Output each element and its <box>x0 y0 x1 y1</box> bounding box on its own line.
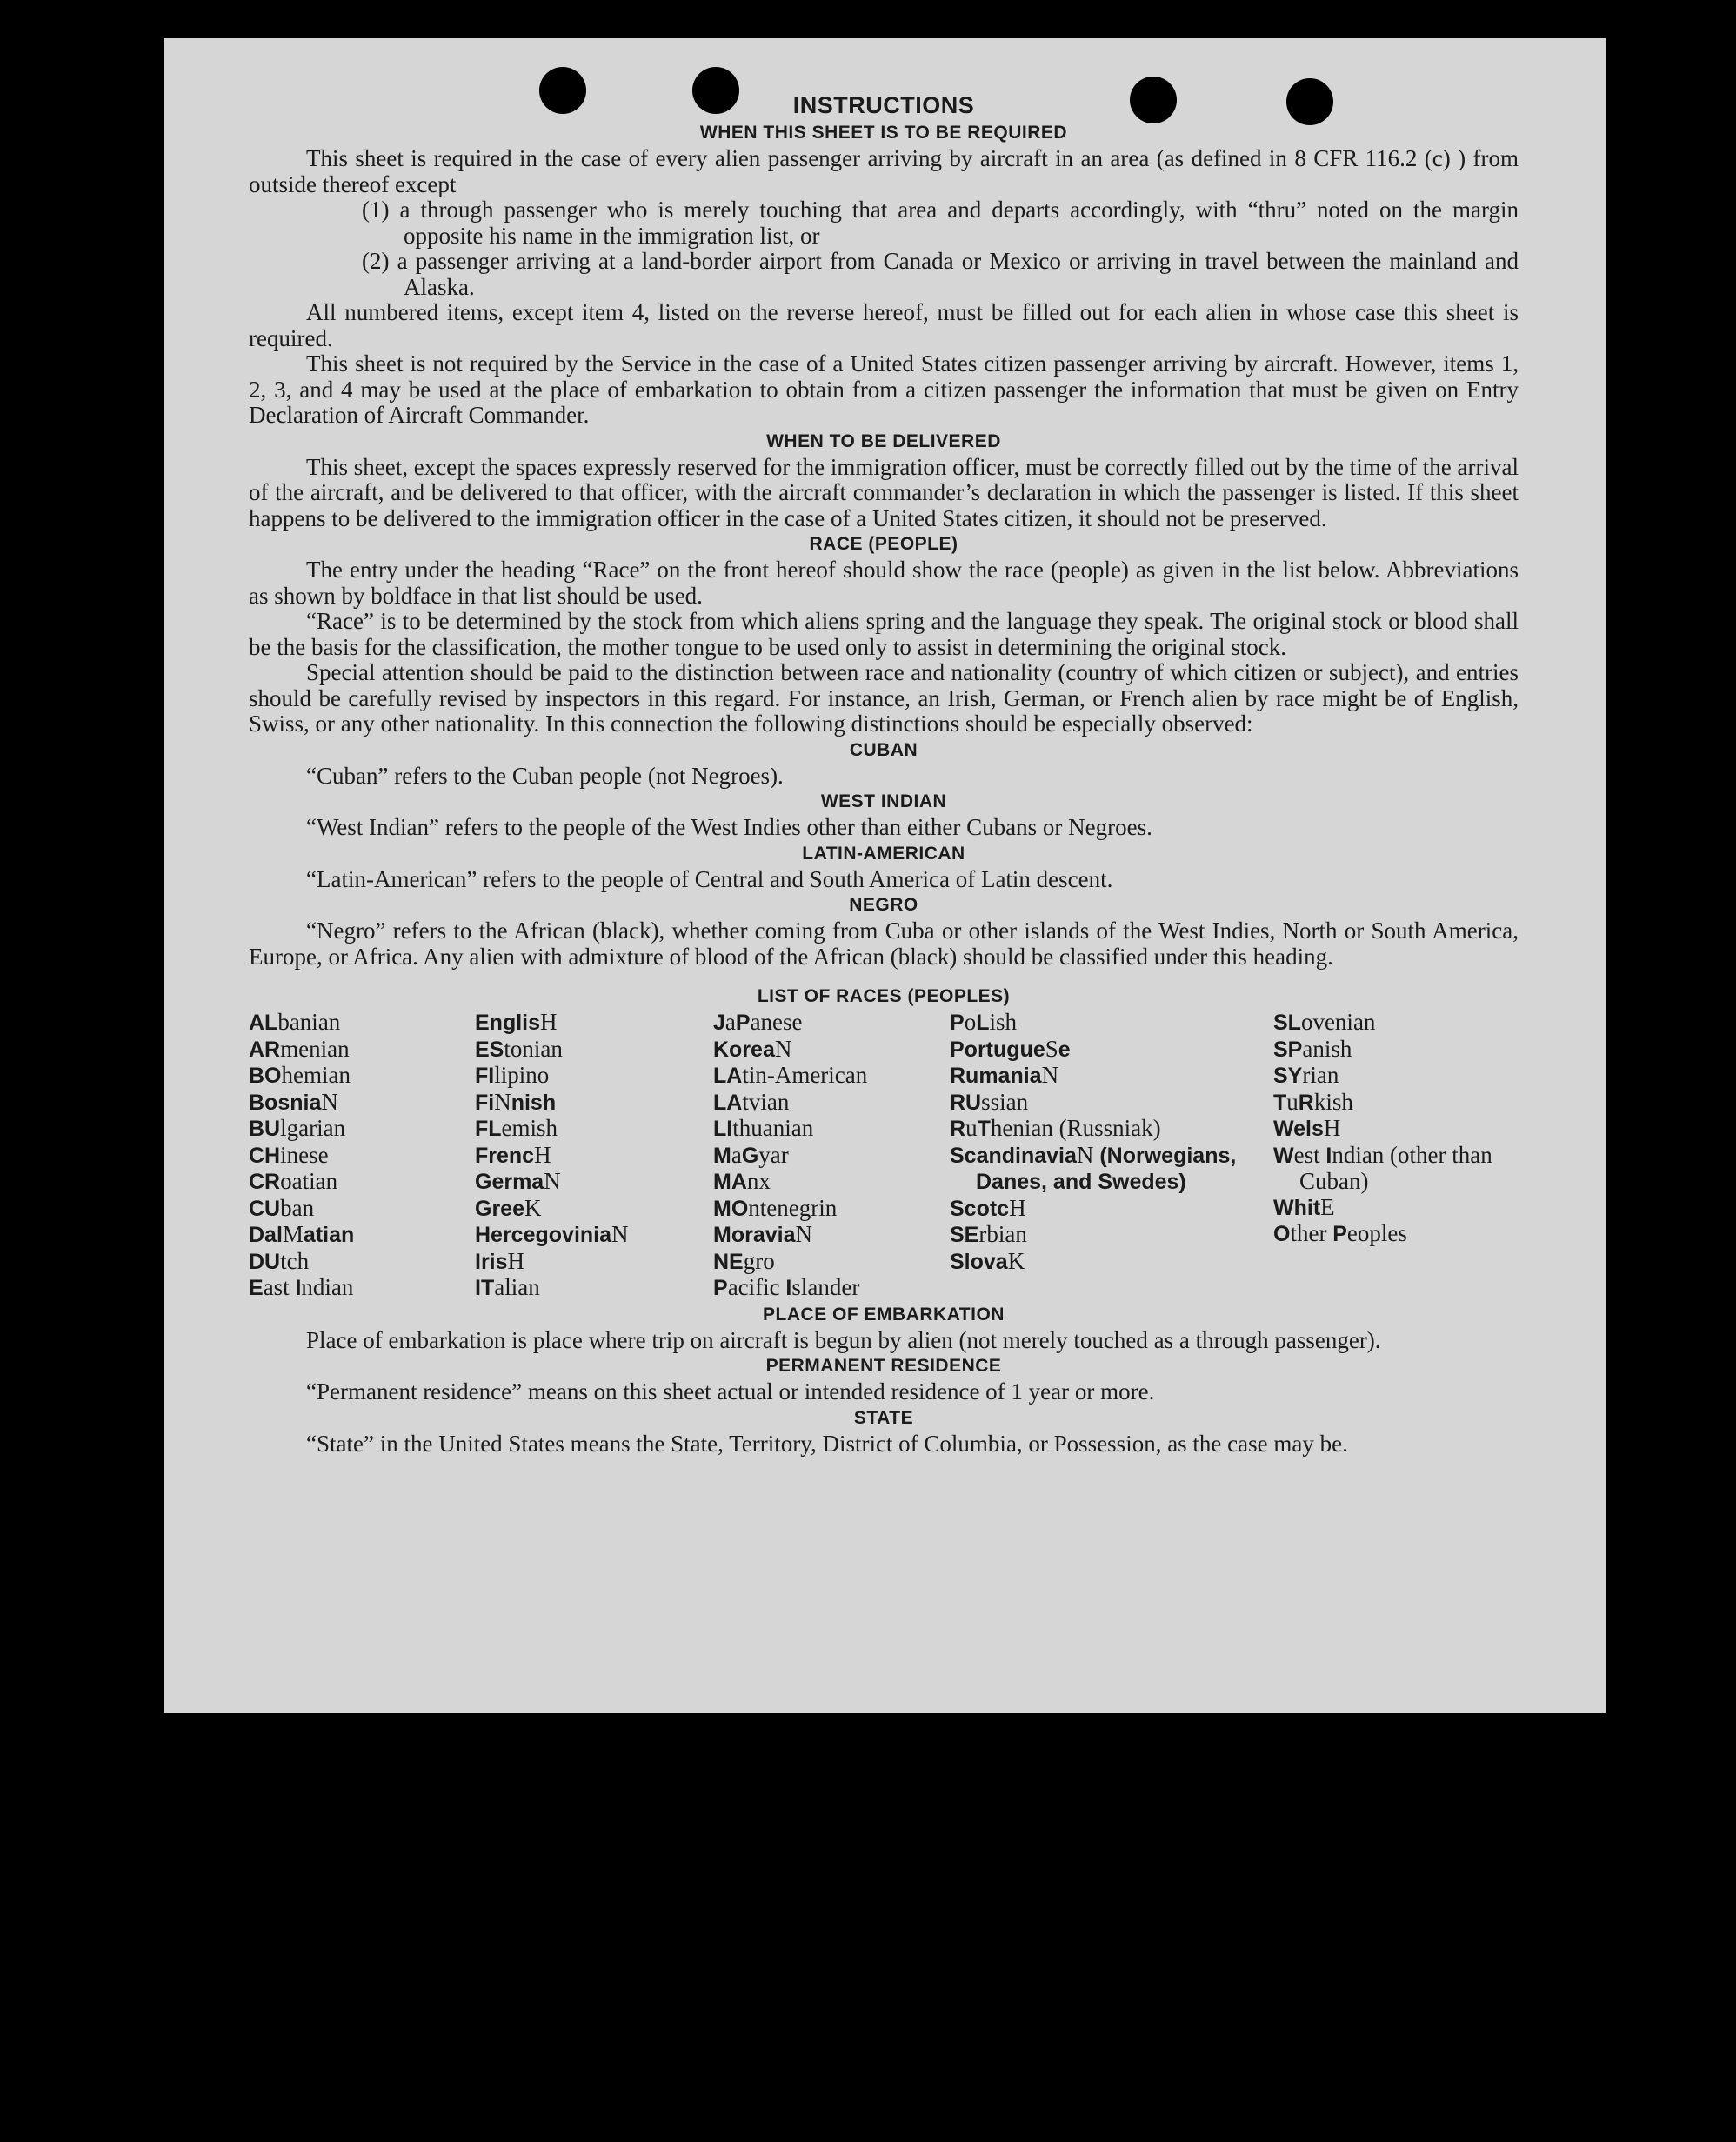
race-entry: PoLish <box>950 1009 1017 1035</box>
punch-hole <box>692 67 739 114</box>
section-heading-west-indian: WEST INDIAN <box>820 791 947 811</box>
race-entry: CRoatian <box>249 1168 338 1194</box>
race-entry: WelsH <box>1273 1115 1341 1141</box>
list-item: (2) a passenger arriving at a land-border airport from Canada or Mexico or arriving in travel between the mainland and Alaska. <box>362 248 1519 300</box>
section-heading-latin-american: LATIN-AMERICAN <box>802 843 965 864</box>
paragraph: “West Indian” refers to the people of the West Indies other than either Cubans or Negroes. <box>306 814 1152 840</box>
punch-hole <box>539 67 586 114</box>
page-title: INSTRUCTIONS <box>792 92 975 118</box>
punch-hole <box>1130 77 1177 123</box>
paragraph: Special attention should be paid to the distinction between race and nationality (country of which citizen or subject), and entries should be carefully revised by inspectors in this regard. For instance, an Irish, German, or French alien by race might be of English, Swiss, or any other nationality. In this connection the following distinctions should be especially observed: <box>249 659 1519 737</box>
race-entry: LIthuanian <box>713 1115 814 1141</box>
race-entry: MoraviaN <box>713 1221 812 1247</box>
race-entry: EStonian <box>475 1035 563 1062</box>
race-entry: West Indian (other than Cuban) <box>1273 1141 1492 1194</box>
punch-hole <box>1286 78 1333 125</box>
race-entry: KoreaN <box>713 1035 792 1062</box>
section-heading-required: WHEN THIS SHEET IS TO BE REQUIRED <box>699 123 1068 143</box>
race-entry: PortugueSe <box>950 1035 1071 1062</box>
race-entry: IrisH <box>475 1247 525 1274</box>
race-entry: GreeK <box>475 1194 542 1221</box>
paragraph: This sheet, except the spaces expressly reserved for the immigration officer, must be correctly filled out by the time of the arrival of the aircraft, and be delivered to that officer, with the aircraft commander’s declaration in which the passenger is listed. If this sheet happens to be delivered to the immigration officer in the case of a United States citizen, it should not be preserved. <box>249 453 1519 531</box>
paragraph: “Negro” refers to the African (black), whether coming from Cuba or other islands of the West Indies, North or South America, Europe, or Africa. Any alien with admixture of blood of the African (black) should be classified under this heading. <box>249 918 1519 970</box>
race-entry: SYrian <box>1273 1062 1339 1088</box>
paragraph: “Race” is to be determined by the stock from which aliens spring and the language they speak. The original stock or blood shall be the basis for the classification, the mother tongue to be used only to assist in determining the original stock. <box>249 608 1519 660</box>
race-entry: LAtin-American <box>713 1062 868 1088</box>
section-heading-state: STATE <box>853 1407 914 1428</box>
paragraph: Place of embarkation is place where trip on aircraft is begun by alien (not merely touched as a through passenger). <box>306 1326 1381 1353</box>
race-entry: RuThenian (Russniak) <box>950 1115 1161 1141</box>
race-entry: FIlipino <box>475 1062 550 1088</box>
race-entry: Pacific Islander <box>713 1274 860 1300</box>
races-column <box>475 1010 713 1302</box>
race-entry: ScandinaviaN (Norwegians, Danes, and Swedes) <box>950 1141 1237 1194</box>
section-heading-cuban: CUBAN <box>849 739 918 760</box>
paragraph: “Cuban” refers to the Cuban people (not Negroes). <box>306 762 784 789</box>
race-entry: CUban <box>249 1194 315 1221</box>
race-entry: HercegoviniaN <box>475 1221 629 1247</box>
section-heading-negro: NEGRO <box>849 895 918 915</box>
race-entry: ITalian <box>475 1274 540 1300</box>
races-column <box>950 1010 1273 1302</box>
race-entry: CHinese <box>249 1141 329 1168</box>
race-entry: BosniaN <box>249 1088 338 1115</box>
paragraph: The entry under the heading “Race” on the front hereof should show the race (people) as given in the list below. Abbreviations as shown by boldface in that list should be used. <box>249 557 1519 609</box>
section-heading-delivered: WHEN TO BE DELIVERED <box>766 430 1001 451</box>
paragraph: “State” in the United States means the State, Territory, District of Columbia, or Possession, as the case may be. <box>306 1430 1348 1457</box>
section-heading-residence: PERMANENT RESIDENCE <box>765 1356 1002 1376</box>
race-entry: SErbian <box>950 1221 1027 1247</box>
section-heading-embarkation: PLACE OF EMBARKATION <box>763 1304 1005 1325</box>
races-list <box>249 1010 1519 1302</box>
race-entry: MaGyar <box>713 1141 789 1168</box>
race-entry: ScotcH <box>950 1194 1026 1221</box>
race-entry: EnglisH <box>475 1009 558 1035</box>
race-entry: NEgro <box>713 1247 775 1274</box>
race-entry: BUlgarian <box>249 1115 346 1141</box>
races-column <box>713 1010 950 1302</box>
race-entry: FiNnish <box>475 1088 557 1115</box>
race-entry: East Indian <box>249 1274 354 1300</box>
paragraph: “Latin-American” refers to the people of Central and South America of Latin descent. <box>306 865 1113 892</box>
races-column <box>1273 1010 1517 1302</box>
race-entry: ALbanian <box>249 1009 341 1035</box>
list-item: (1) a through passenger who is merely touching that area and departs accordingly, with “thru” noted on the margin opposite his name in the immigration list, or <box>362 197 1519 249</box>
race-entry: FrencH <box>475 1141 551 1168</box>
race-entry: TuRkish <box>1273 1088 1353 1115</box>
race-entry: SLovenian <box>1273 1009 1376 1035</box>
instruction-sheet <box>164 38 1606 1713</box>
race-entry: ARmenian <box>249 1035 350 1062</box>
race-entry: Other Peoples <box>1273 1220 1407 1246</box>
race-entry: JaPanese <box>713 1009 803 1035</box>
race-entry: DalMatian <box>249 1221 355 1247</box>
race-entry: RUssian <box>950 1088 1029 1115</box>
race-entry: SPanish <box>1273 1035 1352 1062</box>
section-heading-race: RACE (PEOPLE) <box>809 534 958 554</box>
section-heading-races-list: LIST OF RACES (PEOPLES) <box>757 986 1011 1006</box>
race-entry: DUtch <box>249 1247 310 1274</box>
race-entry: FLemish <box>475 1115 558 1141</box>
races-column <box>249 1010 475 1302</box>
race-entry: RumaniaN <box>950 1062 1059 1088</box>
race-entry: MOntenegrin <box>713 1194 838 1221</box>
paragraph: “Permanent residence” means on this sheet actual or intended residence of 1 year or more. <box>306 1378 1155 1405</box>
paragraph: All numbered items, except item 4, listed on the reverse hereof, must be filled out for each alien in whose case this sheet is required. <box>249 299 1519 351</box>
race-entry: MAnx <box>713 1168 771 1194</box>
race-entry: SlovaK <box>950 1247 1025 1274</box>
paragraph: This sheet is required in the case of every alien passenger arriving by aircraft in an area (as defined in 8 CFR 116.2 (c) ) from outside thereof except <box>249 145 1519 197</box>
race-entry: BOhemian <box>249 1062 351 1088</box>
race-entry: GermaN <box>475 1168 561 1194</box>
race-entry: LAtvian <box>713 1088 790 1115</box>
race-entry: WhitE <box>1273 1193 1335 1220</box>
paragraph: This sheet is not required by the Service in the case of a United States citizen passenger arriving by aircraft. However, items 1, 2, 3, and 4 may be used at the place of embarkation to obtain from a citizen passenger the information that must be given on Entry Declaration of Aircraft Commander. <box>249 350 1519 428</box>
